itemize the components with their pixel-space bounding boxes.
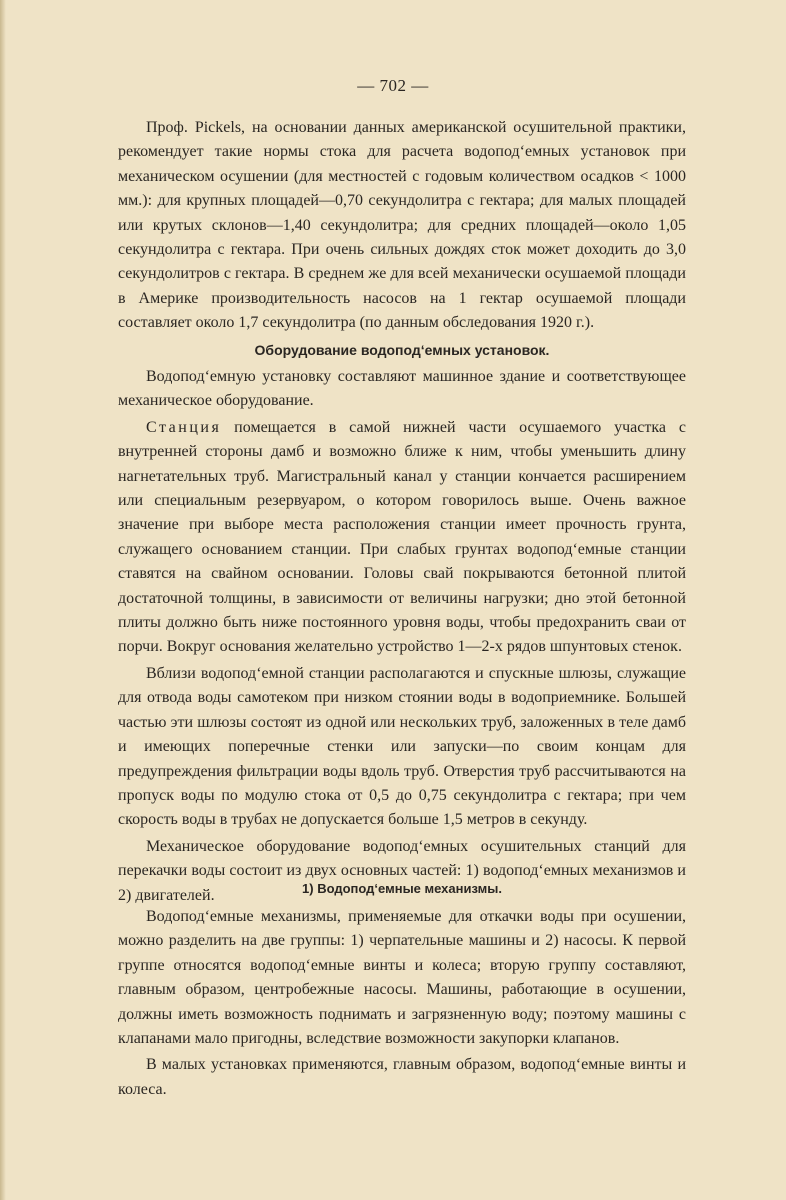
spaced-term: Станция <box>146 418 222 436</box>
page-edge <box>0 0 6 1200</box>
paragraph: Механическое оборудование водопод‘емных осушительных станций для перекачки воды состоит из двух основных частей: 1) водопод‘емных механизмов и 2) двигателей. <box>118 837 686 904</box>
paragraph-text: помещается в самой нижней части осушаемого участка с внутренней стороны дамб и возможно ближе к ним, чтобы уменьшить длину нагнетательных труб. Магистральный канал у станции кончается расширением или специальным резервуаром, о котором говорилось выше. Очень важное значение при выборе места расположения станции имеет прочность грунта, служащего основанием станции. При слабых грунтах водопод‘емные станции ставятся на свайном основании. Головы свай покрываются бетонной плитой достаточной толщины, в зависимости от величины нагрузки; дно этой бетонной плиты должно быть ниже постоянного уровня воды, чтобы предохранить сваи от порчи. Вокруг основания желательно устройство 1—2-х рядов шпунтовых стенок. <box>118 418 686 656</box>
paragraph: Водопод‘емную установку составляют машинное здание и соответствующее механическое оборудование. <box>118 368 686 410</box>
paragraph: Проф. Pickels, на основании данных американской осушительной практики, рекомендует такие нормы стока для расчета водопод‘емных установок при механическом осушении (для местностей с годовым количеством осадков < 1000 мм.): для крупных площадей—0,70 секундолитра с гектара; для малых площадей или крутых склонов—1,40 секундолитра; для средних площадей—около 1,05 секундолитра с гектара. При очень сильных дождях сток может доходить до 3,0 секундолитров с гектара. В среднем же для всей механически осушаемой площади в Америке производительность насосов на 1 гектар осушаемой площади составляет около 1,7 секундолитра (по данным обследования 1920 г.). <box>118 119 686 332</box>
text-block-intro <box>118 116 686 336</box>
subsection-heading: 1) Водопод‘емные механизмы. <box>302 881 502 896</box>
text-block-equipment <box>118 365 686 908</box>
paragraph: В малых установках применяются, главным образом, водопод‘емные винты и колеса. <box>118 1056 686 1098</box>
paragraph: Водопод‘емные механизмы, применяемые для откачки воды при осушении, можно разделить на две группы: 1) черпательные машины и 2) насосы. К первой группе относятся водопод‘емные винты и колеса; вторую группу составляют, главным образом, центробежные насосы. Машины, работающие в осушении, должны иметь возможность поднимать и загрязненную воду; поэтому машины с клапанами мало пригодны, вследствие возможности закупорки клапанов. <box>118 908 686 1048</box>
page-number: — 702 — <box>357 76 429 95</box>
section-heading: Оборудование водопод‘емных установок. <box>254 342 550 358</box>
paragraph <box>118 416 686 660</box>
text-block-mechanisms <box>118 905 686 1102</box>
paragraph: Вблизи водопод‘емной станции располагаются и спускные шлюзы, служащие для отвода воды самотеком при низком стоянии воды в водоприемнике. Большей частью эти шлюзы состоят из одной или нескольких труб, заложенных в теле дамб и имеющих поперечные стенки или запуски—по своим концам для предупреждения фильтрации воды вдоль труб. Отверстия труб рассчитываются на пропуск воды по модулю стока от 0,5 до 0,75 секундолитра с гектара; при чем скорость воды в трубах не допускается больше 1,5 метров в секунду. <box>118 664 686 829</box>
